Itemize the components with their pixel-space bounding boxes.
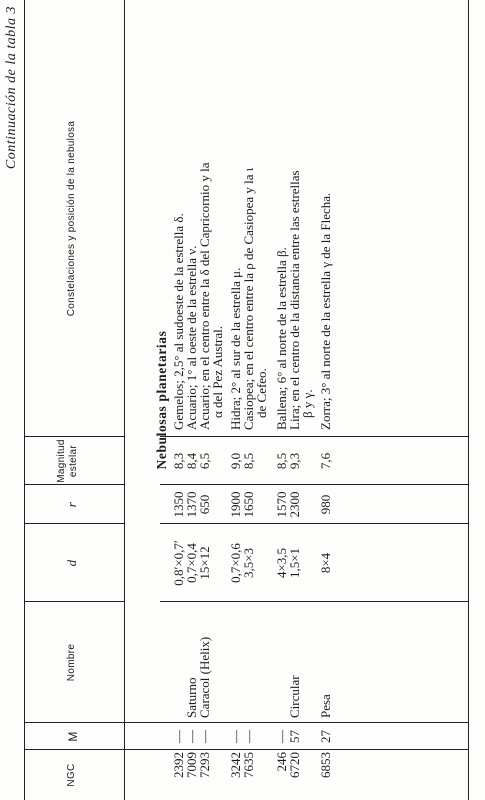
cell-description: Zorra; 3° al norte de la estrella γ de la Flecha. — [318, 192, 333, 430]
cell-name: Circular — [287, 675, 302, 718]
cell-m: 27 — [318, 730, 333, 743]
cell-d: 0,7×0,6 — [228, 543, 243, 583]
header-m: M — [66, 731, 80, 742]
column-divider — [160, 484, 468, 485]
cell-m: — — [228, 730, 243, 743]
header-name: Nombre — [66, 643, 77, 682]
cell-m: — — [241, 730, 256, 743]
column-divider — [24, 722, 468, 723]
cell-ngc: 246 — [274, 752, 289, 772]
cell-mag: 9,0 — [228, 452, 243, 470]
cell-mag: 9,3 — [287, 452, 302, 470]
header-top-rule — [24, 0, 25, 800]
header-magnitude: Magnitud estelar — [56, 439, 79, 483]
header-d: d — [64, 559, 79, 567]
cell-description: Acuario; en el centro entre la δ del Capricornio y la — [197, 162, 212, 430]
cell-description: Casiopea; en el centro entre la ρ de Casiopea y la ι — [241, 167, 256, 430]
cell-d: 1,5×1 — [287, 547, 302, 579]
header-bottom-rule — [124, 0, 125, 800]
header-description: Constelaciones y posición de la nebulosa — [66, 120, 77, 317]
cell-description: Ballena; 6° al norte de la estrella β. — [274, 247, 289, 430]
cell-m: — — [197, 730, 212, 743]
cell-ngc: 3242 — [228, 752, 243, 778]
table-bottom-rule — [468, 0, 469, 800]
cell-r: 2300 — [287, 491, 302, 518]
cell-ngc: 7293 — [197, 752, 212, 778]
column-divider — [24, 749, 468, 750]
cell-m: — — [171, 730, 186, 743]
cell-mag: 8,5 — [274, 452, 289, 470]
cell-name: Caracol (Helix) — [197, 636, 212, 718]
cell-ngc: 7635 — [241, 752, 256, 778]
cell-ngc: 6853 — [318, 752, 333, 778]
cell-d: 15×12 — [197, 546, 212, 580]
cell-name: Saturno — [184, 677, 199, 718]
header-r: r — [64, 501, 79, 508]
cell-description: de Cefeo. — [254, 368, 269, 418]
cell-r: 1570 — [274, 491, 289, 518]
cell-m: 57 — [287, 730, 302, 743]
column-divider — [160, 523, 468, 524]
cell-r: 980 — [318, 494, 333, 515]
cell-r: 1900 — [228, 491, 243, 518]
cell-description: β y γ. — [300, 389, 315, 418]
cell-d: 4×3,5 — [274, 547, 289, 579]
cell-d: 8×4 — [318, 552, 333, 574]
cell-mag: 8,5 — [241, 452, 256, 470]
cell-r: 1650 — [241, 491, 256, 518]
cell-mag: 8,4 — [184, 452, 199, 470]
cell-ngc: 6720 — [287, 752, 302, 778]
cell-d: 0,7×0,4 — [184, 543, 199, 583]
cell-description: α del Pez Austral. — [210, 325, 225, 418]
cell-r: 1350 — [171, 491, 186, 518]
column-divider — [160, 601, 468, 602]
header-ngc: NGC — [66, 763, 77, 787]
cell-ngc: 2392 — [171, 752, 186, 778]
continuation-caption: Continuación de la tabla 3 — [4, 6, 19, 170]
cell-mag: 8,3 — [171, 452, 186, 470]
cell-name: Pesa — [318, 694, 333, 718]
cell-r: 1370 — [184, 491, 199, 518]
cell-description: Hidra; 2° al sur de la estrella μ. — [228, 267, 243, 430]
cell-mag: 6,5 — [197, 452, 212, 470]
cell-m: — — [274, 730, 289, 743]
cell-ngc: 7009 — [184, 752, 199, 778]
column-divider — [160, 436, 468, 437]
section-title: Nebulosas planetarias — [154, 330, 169, 470]
cell-description: Gemelos; 2,5° al sudoeste de la estrella δ. — [171, 213, 186, 430]
cell-description: Acuario; 1° al oeste de la estrella ν. — [184, 245, 199, 430]
cell-description: Lira; en el centro de la distancia entre las estrellas — [287, 170, 302, 430]
cell-mag: 7,6 — [318, 452, 333, 470]
cell-d: 0,8′×0,7′ — [171, 540, 186, 586]
cell-d: 3,5×3 — [241, 547, 256, 579]
cell-m: — — [184, 730, 199, 743]
cell-r: 650 — [197, 494, 212, 515]
